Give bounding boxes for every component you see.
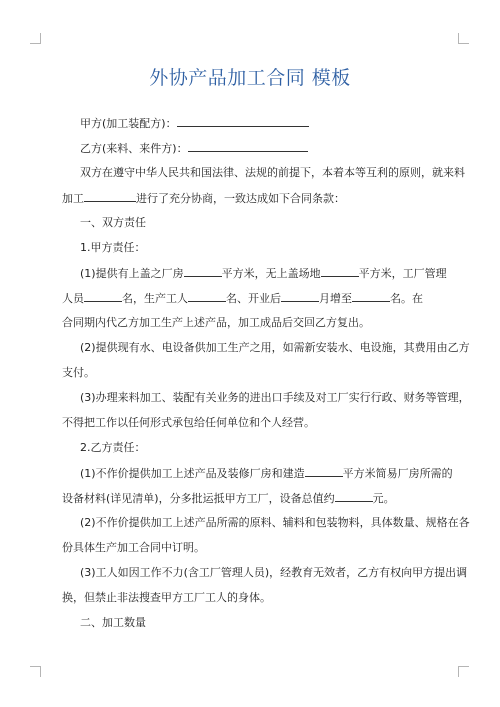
clause-b2-line-1: (2)不作价提供加工上述产品所需的原料、辅料和包装物料，具体数量、规格在各 [80,516,470,529]
crop-mark-bottom-right [458,666,469,677]
intro-blank [84,191,136,202]
party-a-blank [177,116,309,127]
clause-b1-line-1: (1)不作价提供加工上述产品及装修厂房和建造 平方米简易厂房所需的 [80,467,453,480]
sub-2-heading: 2.乙方责任： [80,441,146,454]
crop-mark-top-right [458,33,469,44]
clause-a3-line-1: (3)办理来料加工、装配有关业务的进出口手续及对工厂实行行政、财务等管理， [80,391,470,404]
section-1-heading: 一、双方责任 [80,216,146,229]
section-2-heading: 二、加工数量 [80,616,146,629]
clause-a1-line-2: 人员 名，生产工人 名、开业后 月增至 名。在 [62,292,423,305]
sub-1-heading: 1.甲方责任： [80,241,146,254]
intro-line-2: 加工 进行了充分协商，一致达成如下合同条款： [62,192,345,205]
clause-a2-line-2: 支付。 [62,366,95,379]
clause-a1-line-3: 合同期内代乙方加工生产上述产品，加工成品后交回乙方复出。 [62,316,370,329]
clause-a2-line-1: (2)提供现有水、电设备供加工生产之用，如需新安装水、电设施，其费用由乙方 [80,341,470,354]
party-b-blank [188,141,308,152]
crop-mark-top-left [30,33,41,44]
clause-a3-line-2: 不得把工作以任何形式承包给任何单位和个人经营。 [62,416,315,429]
clause-b2-line-2: 份具体生产加工合同中订明。 [62,541,205,554]
intro-line-1: 双方在遵守中华人民共和国法律、法规的前提下，本着本等互利的原则，就来料 [80,166,465,179]
party-b-label: 乙方(来料、来件方)： [80,142,188,155]
party-a-label: 甲方(加工装配方)： [80,117,177,130]
clause-b3-line-2: 换，但禁止非法搜查甲方工厂工人的身体。 [62,591,271,604]
party-b-line [80,141,308,156]
crop-mark-bottom-left [30,666,41,677]
document-title: 外协产品加工合同 模板 [149,67,351,89]
clause-b3-line-1: (3)工人如因工作不力(含工厂管理人员)，经教育无效者，乙方有权向甲方提出调 [80,566,468,579]
party-a-line [80,116,309,131]
clause-b1-line-2: 设备材料(详见清单)，分多批运抵甲方工厂，设备总值约 元。 [62,492,395,505]
clause-a1-line-1: (1)提供有上盖之厂房 平方米，无上盖场地 平方米，工厂管理 [80,267,447,280]
